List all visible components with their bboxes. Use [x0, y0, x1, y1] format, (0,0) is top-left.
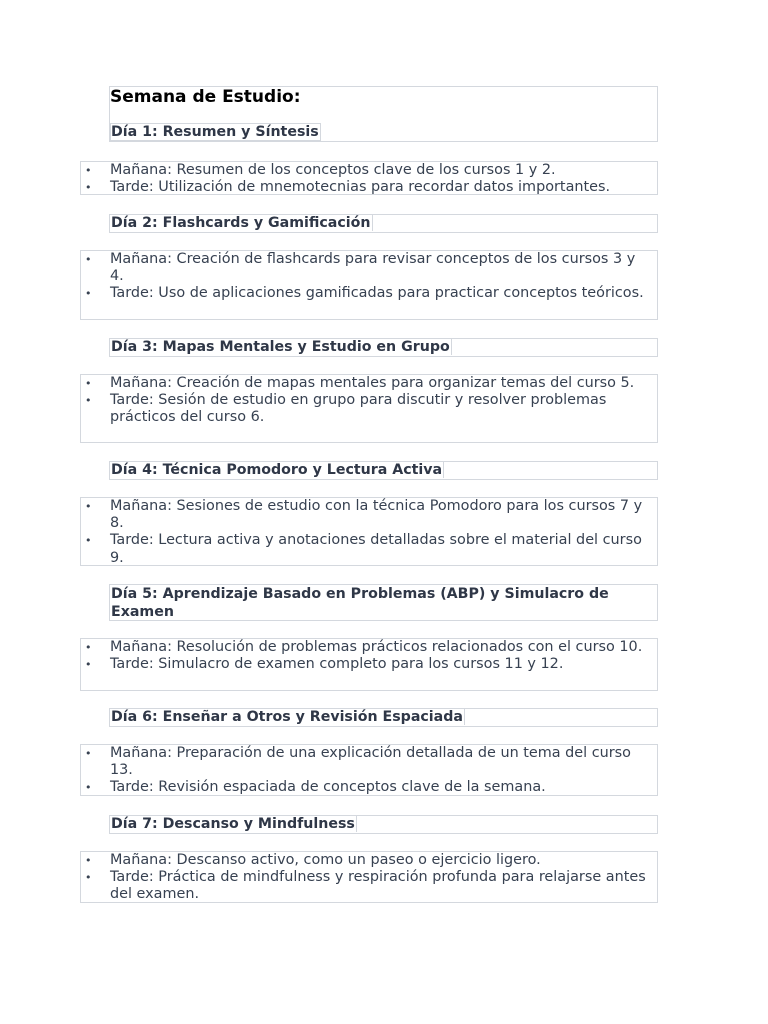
- day-3-list: [80, 374, 658, 443]
- day-1-heading: [109, 124, 658, 141]
- day-3-item-afternoon: • Tarde: Sesión de estudio en grupo para discutir y resolver problemas prácticos del curso 6.: [81, 392, 657, 426]
- day-3-item-morning: • Mañana: Creación de mapas mentales para organizar temas del curso 5.: [81, 375, 657, 392]
- day-4-heading-text: Día 4: Técnica Pomodoro y Lectura Activa: [111, 462, 443, 478]
- day-6-item-morning: • Mañana: Preparación de una explicación detallada de un tema del curso 13.: [81, 745, 657, 779]
- document-title: Semana de Estudio:: [110, 87, 301, 107]
- day-6-heading: [109, 708, 658, 727]
- day-4-heading: [109, 461, 658, 480]
- day-4-item-afternoon: • Tarde: Lectura activa y anotaciones detalladas sobre el material del curso 9.: [81, 532, 657, 566]
- day-5-heading-text: Día 5: Aprendizaje Basado en Problemas (ABP) y Simulacro de Examen: [111, 586, 609, 620]
- day-1-item-morning: • Mañana: Resumen de los conceptos clave de los cursos 1 y 2.: [81, 162, 657, 179]
- day-7-item-afternoon: • Tarde: Práctica de mindfulness y respiración profunda para relajarse antes del examen.: [81, 869, 657, 903]
- day-5-item-afternoon: • Tarde: Simulacro de examen completo para los cursos 11 y 12.: [81, 656, 657, 673]
- day-3-heading: [109, 338, 658, 357]
- day-2-item-afternoon: • Tarde: Uso de aplicaciones gamificadas para practicar conceptos teóricos.: [81, 285, 657, 302]
- day-1-item-afternoon: • Tarde: Utilización de mnemotecnias para recordar datos importantes.: [81, 179, 657, 196]
- day-6-list: [80, 744, 658, 796]
- day-4-list: [80, 497, 658, 566]
- day-6-heading-text: Día 6: Enseñar a Otros y Revisión Espaciada: [111, 709, 463, 725]
- day-7-list: [80, 851, 658, 903]
- day-7-heading: [109, 815, 658, 834]
- day-7-heading-text: Día 7: Descanso y Mindfulness: [111, 816, 355, 832]
- day-1-heading-text: Día 1: Resumen y Síntesis: [111, 124, 319, 140]
- day-4-item-morning: • Mañana: Sesiones de estudio con la técnica Pomodoro para los cursos 7 y 8.: [81, 498, 657, 532]
- day-2-item-morning: • Mañana: Creación de flashcards para revisar conceptos de los cursos 3 y 4.: [81, 251, 657, 285]
- day-2-heading: [109, 214, 658, 233]
- day-6-item-afternoon: • Tarde: Revisión espaciada de conceptos clave de la semana.: [81, 779, 657, 796]
- day-2-list: [80, 250, 658, 320]
- day-5-list: [80, 638, 658, 691]
- day-5-heading: [109, 584, 658, 621]
- day-3-heading-text: Día 3: Mapas Mentales y Estudio en Grupo: [111, 339, 450, 355]
- day-2-heading-text: Día 2: Flashcards y Gamificación: [111, 215, 371, 231]
- day-1-list: [80, 161, 658, 195]
- day-5-item-morning: • Mañana: Resolución de problemas prácticos relacionados con el curso 10.: [81, 639, 657, 656]
- day-7-item-morning: • Mañana: Descanso activo, como un paseo o ejercicio ligero.: [81, 852, 657, 869]
